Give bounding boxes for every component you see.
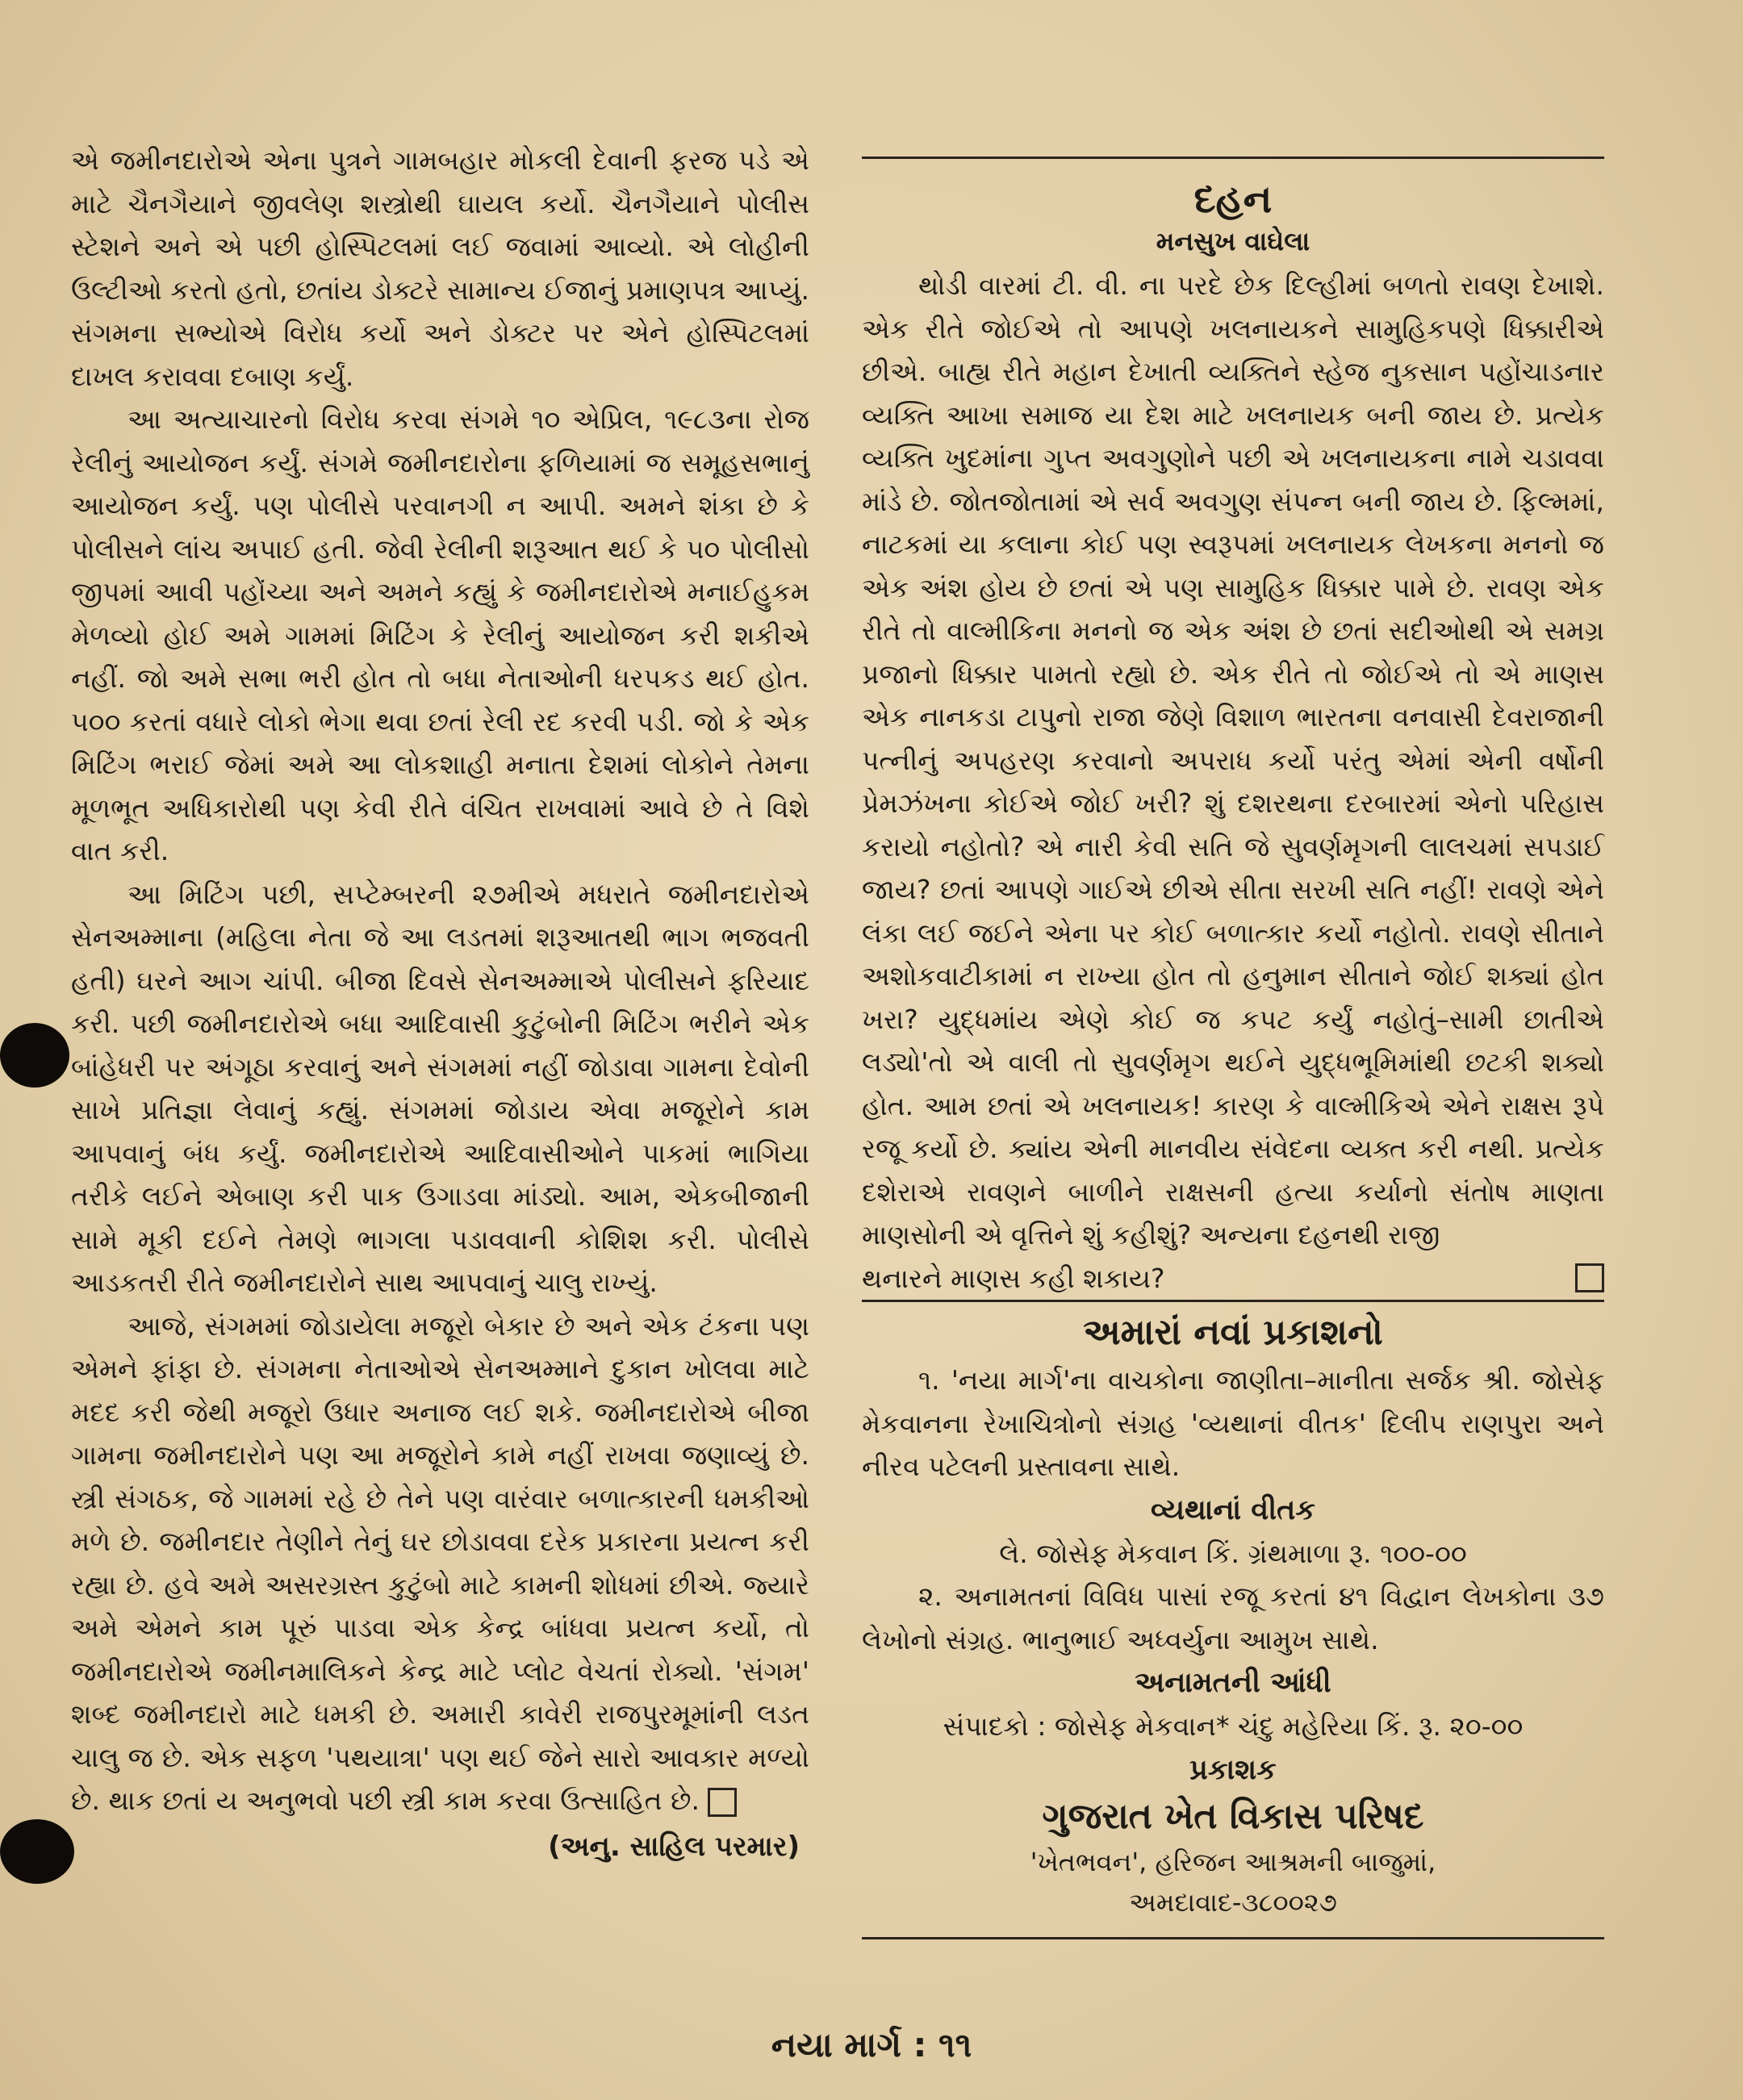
publisher-name: ગુજરાત ખેત વિકાસ પરિષદ [1042,1795,1424,1837]
book1-title: વ્યથાનાં વીતક [1150,1493,1316,1526]
left-paragraph-4 [71,1305,809,1822]
page-footer: નયા માર્ગ : ૧૧ [771,2025,972,2065]
bottom-divider [862,1937,1604,1939]
publication-item-1: ૧. 'નયા માર્ગ'ના વાચકોના જાણીતા–માનીતા સર્જક શ્રી. જોસેફ મેકવાનના રેખાચિત્રોનો સંગ્રહ 'વ્યથાનાં વીતક' દિલીપ રાણપુરા અને નીરવ પટેલની પ્રસ્તાવના સાથે. [862,1364,1604,1482]
article-body: થોડી વારમાં ટી. વી. ના પરદે છેક દિલ્હીમાં બળતો રાવણ દેખાશે. એક રીતે જોઈએ તો આપણે ખલનાયકને સામુહિકપણે ધિક્કારીએ છીએ. બાહ્ય રીતે મહાન દેખાતી વ્યક્તિને સ્હેજ નુકસાન પહોંચાડનાર વ્યક્તિ આખા સમાજ યા દેશ માટે ખલનાયક બની જાય છે. પ્રત્યેક વ્યક્તિ ખુદમાંના ગુપ્ત અવગુણોને પછી એ ખલનાયકના નામે ચડાવવા માંડે છે. જોતજોતામાં એ સર્વ અવગુણ સંપન્ન બની જાય છે. ફિલ્મમાં, નાટકમાં યા કલાના કોઈ પણ સ્વરૂપમાં ખલનાયક લેખકના મનનો જ એક અંશ હોય છે છતાં એ પણ સામુહિક ધિક્કાર પામે છે. રાવણ એક રીતે તો વાલ્મીકિના મનનો જ એક અંશ છે છતાં સદીઓથી એ સમગ્ર પ્રજાનો ધિક્કાર પામતો રહ્યો છે. એક રીતે તો જોઈએ તો એ માણસ એક નાનકડા ટાપુનો રાજા જેણે વિશાળ ભારતના વનવાસી દેવરાજાની પત્નીનું અપહરણ કરવાનો અપરાધ કર્યો પરંતુ એમાં એની વર્ષોની પ્રેમઝંખના કોઈએ જોઈ ખરી? શું દશરથના દરબારમાં એનો પરિહાસ કરાયો નહોતો? એ નારી કેવી સતિ જે સુવર્ણમૃગની લાલચમાં સપડાઈ જાય? છતાં આપણે ગાઈએ છીએ સીતા સરખી સતિ નહીં! રાવણે એને લંકા લઈ જઈને એના પર કોઈ બળાત્કાર કર્યો નહોતો. રાવણે સીતાને અશોકવાટીકામાં ન રાખ્યા હોત તો હનુમાન સીતાને જોઈ શક્યાં હોત ખરા? યુદ્ધમાંય એણે કોઈ જ કપટ કર્યું નહોતું–સામી છાતીએ લડ્યો'તો એ વાલી તો સુવર્ણમૃગ થઈને યુદ્ધભૂમિમાંથી છટકી શક્યો હોત. આમ છતાં એ ખલનાયક! કારણ કે વાલ્મીકિએ એને રાક્ષસ રૂપે રજૂ કર્યો છે. ક્યાંય એની માનવીય સંવેદના વ્યક્ત કરી નથી. પ્રત્યેક દશેરાએ રાવણને બાળીને રાક્ષસની હત્યા કર્યાનો સંતોષ માણતા માણસોની એ વૃત્તિને શું કહીશું? અન્યના દહનથી રાજી [862,269,1604,1250]
book1-line: લે. જોસેફ મેકવાન કિં. ગ્રંથમાળા રૂ. ૧૦૦-૦૦ [999,1537,1467,1569]
left-column [71,139,809,1863]
box-icon [708,1788,737,1817]
top-divider [862,157,1604,159]
book2-line: સંપાદકો : જોસેફ મેકવાન* ચંદુ મહેરિયા કિં. રૂ. ૨૦-૦૦ [943,1710,1524,1742]
right-column [862,139,1604,1939]
left-paragraph-1: એ જમીનદારોએ એના પુત્રને ગામબહાર મોકલી દેવાની ફરજ પડે એ માટે ચૈનગૈયાને જીવલેણ શસ્ત્રોથી ઘાયલ કર્યો. ચૈનગૈયાને પોલીસ સ્ટેશને અને એ પછી હોસ્પિટલમાં લઈ જવામાં આવ્યો. એ લોહીની ઉલ્ટીઓ કરતો હતો, છતાંય ડોક્ટરે સામાન્ય ઈજાનું પ્રમાણપત્ર આપ્યું. સંગમના સભ્યોએ વિરોધ કર્યો અને ડોક્ટર પર એને હોસ્પિટલમાં દાખલ કરાવવા દબાણ કર્યું. [71,144,809,392]
article-end-row [862,1257,1604,1300]
translator-credit: (અનુ. સાહિલ પરમાર) [548,1830,800,1863]
box-icon [1575,1263,1604,1292]
section-divider [862,1300,1604,1302]
book2-title: અનામતની આંધી [1135,1667,1331,1699]
publication-item-2: ૨. અનામતનાં વિવિધ પાસાં રજૂ કરતાં ૪૧ વિદ્વાન લેખકોના ૩૭ લેખોનો સંગ્રહ. ભાનુભાઈ અધ્વર્યુના આમુખ સાથે. [862,1580,1604,1655]
left-paragraph-4-text: આજે, સંગમમાં જોડાયેલા મજૂરો બેકાર છે અને એક ટંકના પણ એમને ફાંફા છે. સંગમના નેતાઓએ સેનઅમ્માને દુકાન ખોલવા માટે મદદ કરી જેથી મજૂરો ઉધાર અનાજ લઈ શકે. જમીનદારોએ બીજા ગામના જમીનદારોને પણ આ મજૂરોને કામે નહીં રાખવા જણાવ્યું છે. સ્ત્રી સંગઠક, જે ગામમાં રહે છે તેને પણ વારંવાર બળાત્કારની ધમકીઓ મળે છે. જમીનદાર તેણીને તેનું ઘર છોડાવવા દરેક પ્રકારના પ્રયત્ન કરી રહ્યા છે. હવે અમે અસરગ્રસ્ત કુટુંબો માટે કામની શોધમાં છીએ. જ્યારે અમે એમને કામ પૂરું પાડવા એક કેન્દ્ર બાંધવા પ્રયત્ન કર્યો, તો જમીનદારોએ જમીનમાલિકને કેન્દ્ર માટે પ્લોટ વેચતાં રોક્યો. 'સંગમ' શબ્દ જમીનદારો માટે ધમકી છે. અમારી કાવેરી રાજપુરમૂમાંની લડત ચાલુ જ છે. એક સફળ 'પથયાત્રા' પણ થઈ જેને સારો આવકાર મળ્યો છે. થાક છતાં ય અનુભવો પછી સ્ત્રી કામ કરવા ઉત્સાહિત છે. [71,1309,809,1816]
punch-hole-bottom [0,1819,74,1884]
punch-hole-top [0,1023,69,1088]
left-paragraph-2: આ અત્યાચારનો વિરોધ કરવા સંગમે ૧૦ એપ્રિલ, ૧૯૮૩ના રોજ રેલીનું આયોજન કર્યું. સંગમે જમીનદારોના ફળિયામાં જ સમૂહસભાનું આયોજન કર્યું. પણ પોલીસે પરવાનગી ન આપી. અમને શંકા છે કે પોલીસને લાંચ અપાઈ હતી. જેવી રેલીની શરૂઆત થઈ કે ૫૦ પોલીસો જીપમાં આવી પહોંચ્યા અને અમને કહ્યું કે જમીનદારોએ મનાઈહુકમ મેળવ્યો હોઈ અમે ગામમાં મિટિંગ કે રેલીનું આયોજન કરી શકીએ નહીં. જો અમે સભા ભરી હોત તો બધા નેતાઓની ધરપકડ થઈ હોત. ૫૦૦ કરતાં વધારે લોકો ભેગા થવા છતાં રેલી રદ કરવી પડી. જો કે એક મિટિંગ ભરાઈ જેમાં અમે આ લોકશાહી મનાતા દેશમાં લોકોને તેમના મૂળભૂત અધિકારોથી પણ કેવી રીતે વંચિત રાખવામાં આવે છે તે વિશે વાત કરી. [71,403,809,866]
left-paragraph-3: આ મિટિંગ પછી, સપ્ટેમ્બરની ૨૭મીએ મધરાતે જમીનદારોએ સેનઅમ્માના (મહિલા નેતા જે આ લડતમાં શરૂઆતથી ભાગ ભજવતી હતી) ઘરને આગ ચાંપી. બીજા દિવસે સેનઅમ્માએ પોલીસને ફરિયાદ કરી. પછી જમીનદારોએ બધા આદિવાસી કુટુંબોની મિટિંગ ભરીને એક બાંહેધરી પર અંગૂઠા કરવાનું અને સંગમમાં નહીં જોડાવા ગામના દેવોની સાખે પ્રતિજ્ઞા લેવાનું કહ્યું. સંગમમાં જોડાય એવા મજૂરોને કામ આપવાનું બંધ કર્યું. જમીનદારોએ આદિવાસીઓને પાકમાં ભાગિયા તરીકે લઈને એબાણ કરી પાક ઉગાડવા માંડ્યો. આમ, એકબીજાની સામે મૂકી દઈને તેમણે ભાગલા પડાવવાની કોશિશ કરી. પોલીસે આડકતરી રીતે જમીનદારોને સાથ આપવાનું ચાલુ રાખ્યું. [71,878,809,1298]
publisher-address-2: અમદાવાદ-૩૮૦૦૨૭ [1129,1886,1337,1918]
article-title: દહન [1193,177,1273,222]
article-end: થનારને માણસ કહી શકાય? [862,1262,1165,1294]
publisher-label: પ્રકાશક [1189,1753,1277,1786]
publications-title: અમારાં નવાં પ્રકાશનો [1083,1312,1383,1353]
publisher-address-1: 'ખેતભવન', હરિજન આશ્રમની બાજુમાં, [1030,1846,1436,1877]
article-author: મનસુખ વાઘેલા [1156,226,1310,257]
